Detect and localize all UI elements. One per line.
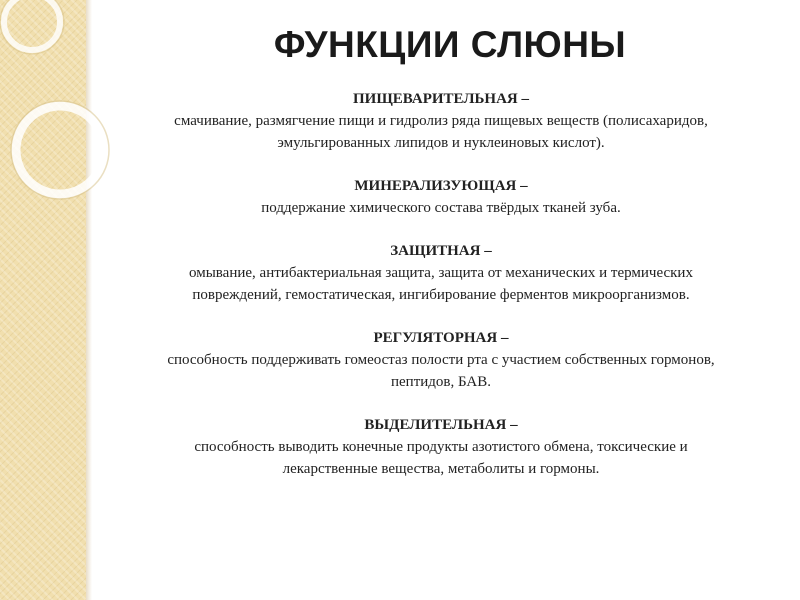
section-regulatory [96,327,786,393]
section-text-line: эмульгированных липидов и нуклеиновых кислот). [277,135,605,151]
section-text-line: смачивание, размягчение пищи и гидролиз ряда пищевых веществ (полисахаридов, [174,113,708,129]
section-heading: МИНЕРАЛИЗУЮЩАЯ – [354,178,528,194]
section-text-line: лекарственные вещества, метаболиты и гормоны. [282,461,600,477]
section-heading: РЕГУЛЯТОРНАЯ – [373,330,509,346]
section-mineralizing [96,175,786,219]
ring-large [16,106,104,194]
section-text-line: способность поддерживать гомеостаз полости рта с участием собственных гормонов, [167,352,715,368]
section-text-line: поддержание химического состава твёрдых тканей зуба. [261,200,621,216]
ring-small [4,0,60,50]
section-text-line: повреждений, гемостатическая, ингибирование ферментов микроорганизмов. [192,287,690,303]
section-digestive [96,88,786,154]
section-heading: ЗАЩИТНАЯ – [390,243,492,259]
section-protective [96,240,786,306]
section-text-line: способность выводить конечные продукты азотистого обмена, токсические и [194,439,688,455]
section-excretory [96,414,786,480]
section-heading: ВЫДЕЛИТЕЛЬНАЯ – [364,417,518,433]
slide-title: ФУНКЦИИ СЛЮНЫ [273,24,627,65]
section-text-line: омывание, антибактериальная защита, защита от механических и термических [189,265,693,281]
functions-list [96,88,786,501]
section-heading: ПИЩЕВАРИТЕЛЬНАЯ – [352,91,530,107]
ring-large-shade [11,101,109,199]
section-text-line: пептидов, БАВ. [390,374,491,390]
